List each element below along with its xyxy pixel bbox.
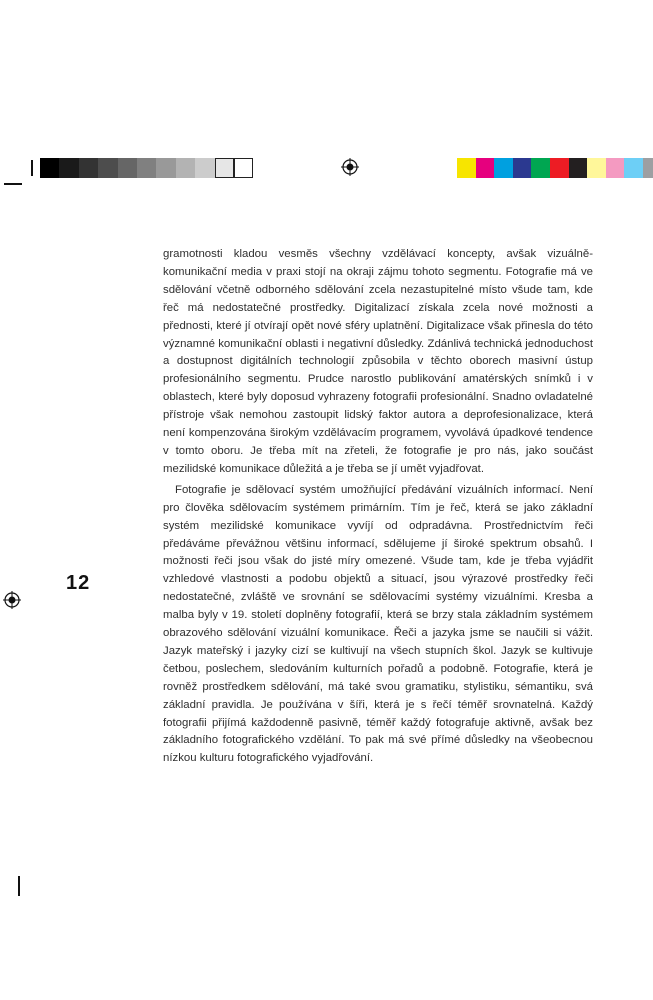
body-text xyxy=(163,246,593,768)
color-swatch xyxy=(606,158,625,178)
color-swatch xyxy=(587,158,606,178)
gray-swatch xyxy=(118,158,137,178)
gray-swatch xyxy=(79,158,98,178)
gray-swatch xyxy=(195,158,214,178)
color-swatch xyxy=(643,158,653,178)
color-swatch xyxy=(513,158,532,178)
gray-swatch xyxy=(156,158,175,178)
color-calibration-strip xyxy=(457,158,653,178)
grayscale-calibration-strip xyxy=(40,158,253,178)
paragraph-2: Fotografie je sdělovací systém umožňující předávání vizuálních informací. Není pro člověka sdělovacím systémem primárním. Tím je řeč, která se jako základní systém mezilidské komunikace vyvíjí od odpradávna. Prostřednictvím řeči předáváme převážnou většinu informací, sdělujeme jí široké spektrum obsahů. I možnosti řeči jsou však do jisté míry omezené. Všude tam, kde je třeba vyjádřit vzhledové vlastnosti a podobu objektů a situací, jsou výrazové prostředky řeči nedostatečné, zvláště ve srovnání se sdělovacími systémy vizuálními. Kresba a malba byly v 19. století doplněny fotografií, která se brzy stala základním systémem obrazového sdělování vizuální komunikace. Řeči a jazyka jsme se naučili si vážit. Jazyk mateřský i jazyky cizí se kultivují na všech stupních škol. Jazyk se kultivuje četbou, poslechem, sledováním kulturních pořadů a podobně. Fotografie, která je rovněž prostředkem sdělování, má také svou gramatiku, stylistiku, sémantiku, svá základní pravidla. Je používána v šíři, která je s řečí téměř srovnatelná. Každý fotografii přijímá každodenně pasivně, téměř každý fotografuje aktivně, avšak bez základního fotografického vzdělání. To pak má své přímé důsledky na všeobecnou nízkou kulturu fotografického vyjadřování. xyxy=(163,483,593,765)
registration-mark-top-icon xyxy=(341,158,359,176)
registration-mark-left-icon xyxy=(3,591,21,609)
paragraph-1: gramotnosti kladou vesměs všechny vzdělávací koncepty, avšak vizuálně-komunikační media v praxi stojí na okraji zájmu tohoto segmentu. Fotografie má ve sdělování včetně odborného sdělování zcela nezastupitelné místo všude tam, kde řeč má nedostatečné prostředky. Digitalizací získala zcela nové možnosti a přednosti, které jí otvírají opět nové sféry uplatnění. Digitalizace však přinesla do této významné komunikační oblasti i negativní důsledky. Zdánlivá technická jednoduchost a dostupnost digitálních technologií způsobila v těchto oborech masivní ústup profesionálního segmentu. Prudce narostlo publikování amatérských snímků i v oblastech, které byly doposud vyhrazeny fotografii profesionální. Snadno ovladatelné přístroje však nemohou zastoupit lidský faktor autora a deprofesionalizace, která není kompenzována širokým vzdělávacím programem, vyvolává úpadkové tendence v tomto oboru. Je třeba mít na zřeteli, že fotografie je pro nás, jako součást mezilidské komunikace důležitá a je třeba se jí umět vyjadřovat. xyxy=(163,248,593,475)
crop-mark-bottom-left xyxy=(18,876,20,896)
color-swatch xyxy=(494,158,513,178)
color-swatch xyxy=(569,158,588,178)
crop-mark-left-top xyxy=(4,183,22,185)
gray-swatch xyxy=(40,158,59,178)
gray-swatch xyxy=(98,158,117,178)
color-swatch xyxy=(457,158,476,178)
gray-swatch xyxy=(215,158,234,178)
gray-swatch xyxy=(137,158,156,178)
crop-mark-vertical-top xyxy=(31,160,33,176)
page-number: 12 xyxy=(66,572,91,594)
color-swatch xyxy=(624,158,643,178)
gray-swatch xyxy=(59,158,78,178)
color-swatch xyxy=(531,158,550,178)
gray-swatch xyxy=(176,158,195,178)
color-swatch xyxy=(476,158,495,178)
color-swatch xyxy=(550,158,569,178)
gray-swatch xyxy=(234,158,253,178)
